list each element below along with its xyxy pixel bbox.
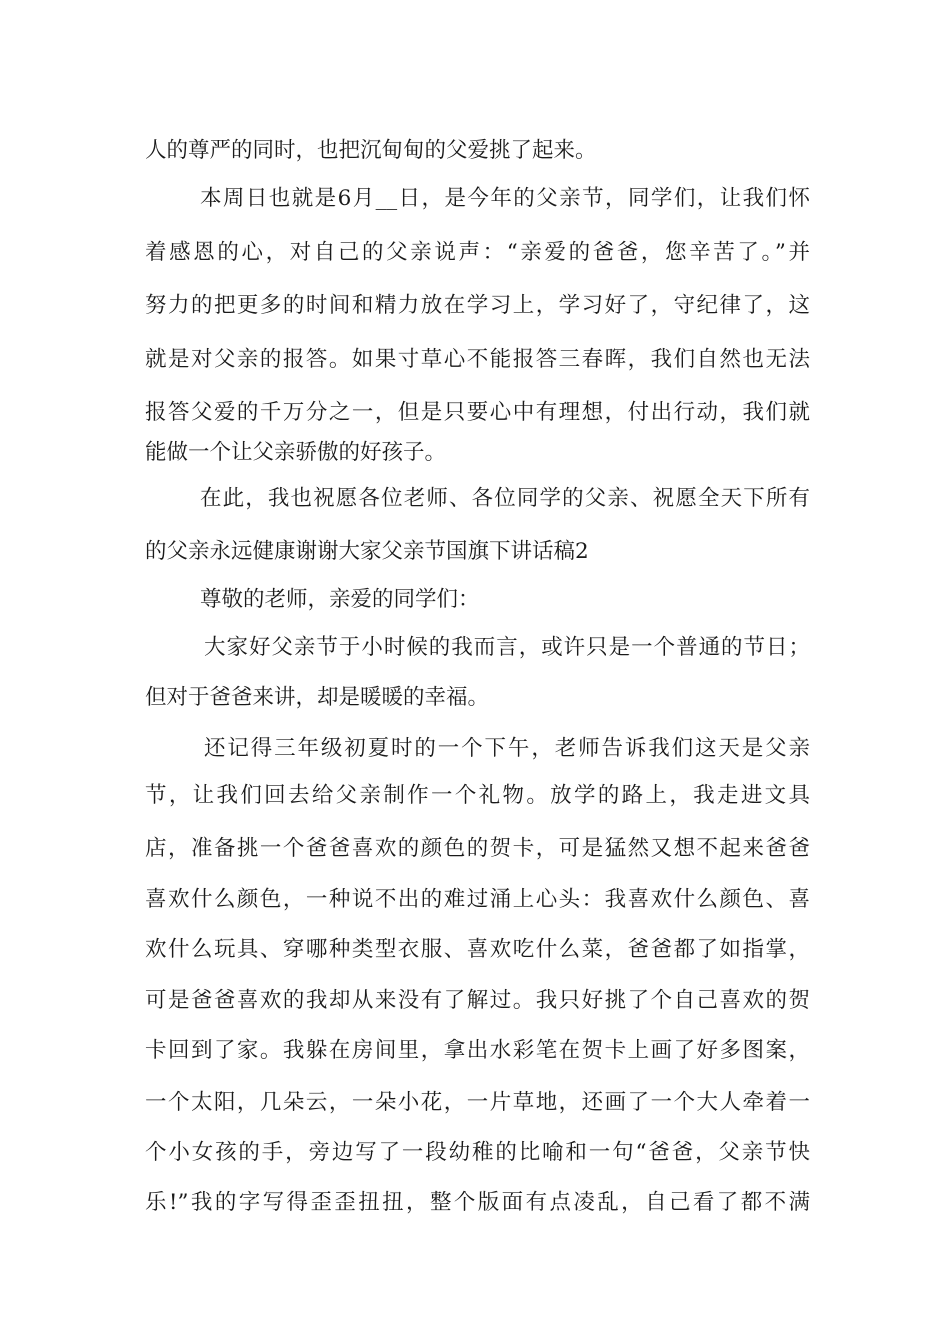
text-line: 的父亲永远健康谢谢大家父亲节国旗下讲话稿2 (145, 539, 589, 564)
text-line: 乐!”我的字写得歪歪扭扭，整个版面有点凌乱，自己看了都不满 (145, 1190, 810, 1215)
salutation: 尊敬的老师，亲爱的同学们： (200, 587, 480, 612)
text-line: 节，让我们回去给父亲制作一个礼物。放学的路上，我走进文具 (145, 783, 810, 808)
text-line: 就是对父亲的报答。如果寸草心不能报答三春晖，我们自然也无法 (145, 347, 810, 372)
text-line: 努力的把更多的时间和精力放在学习上，学习好了，守纪律了，这 (145, 293, 810, 318)
text-line: 店，准备挑一个爸爸喜欢的颜色的贺卡，可是猛然又想不起来爸爸 (145, 836, 810, 861)
paragraph-first-line: 在此，我也祝愿各位老师、各位同学的父亲、祝愿全天下所有 (200, 486, 810, 511)
text-line: 人的尊严的同时，也把沉甸甸的父爱挑了起来。 (145, 138, 597, 163)
paragraph-first-line: 还记得三年级初夏时的一个下午，老师告诉我们这天是父亲 (204, 736, 810, 761)
text-line: 报答父爱的千万分之一，但是只要心中有理想，付出行动，我们就 (145, 400, 810, 425)
text-line: 着感恩的心，对自己的父亲说声：“亲爱的爸爸，您辛苦了。”并 (145, 240, 810, 265)
text-line: 欢什么玩具、穿哪种类型衣服、喜欢吃什么菜，爸爸都了如指掌， (145, 937, 810, 962)
text-line: 一个太阳，几朵云，一朵小花，一片草地，还画了一个大人牵着一 (145, 1090, 810, 1115)
text-line: 个小女孩的手，旁边写了一段幼稚的比喻和一句“爸爸，父亲节快 (145, 1140, 810, 1165)
text-line: 可是爸爸喜欢的我却从来没有了解过。我只好挑了个自己喜欢的贺 (145, 988, 810, 1013)
paragraph-first-line: 本周日也就是6月__日，是今年的父亲节，同学们，让我们怀 (200, 186, 810, 211)
text-line: 但对于爸爸来讲，却是暖暖的幸福。 (145, 685, 490, 710)
paragraph-first-line: 大家好父亲节于小时候的我而言，或许只是一个普通的节日； (204, 635, 810, 660)
text-line: 喜欢什么颜色，一种说不出的难过涌上心头：我喜欢什么颜色、喜 (145, 887, 810, 912)
text-line: 能做一个让父亲骄傲的好孩子。 (145, 440, 447, 465)
text-line: 卡回到了家。我躲在房间里，拿出水彩笔在贺卡上画了好多图案， (145, 1038, 810, 1063)
